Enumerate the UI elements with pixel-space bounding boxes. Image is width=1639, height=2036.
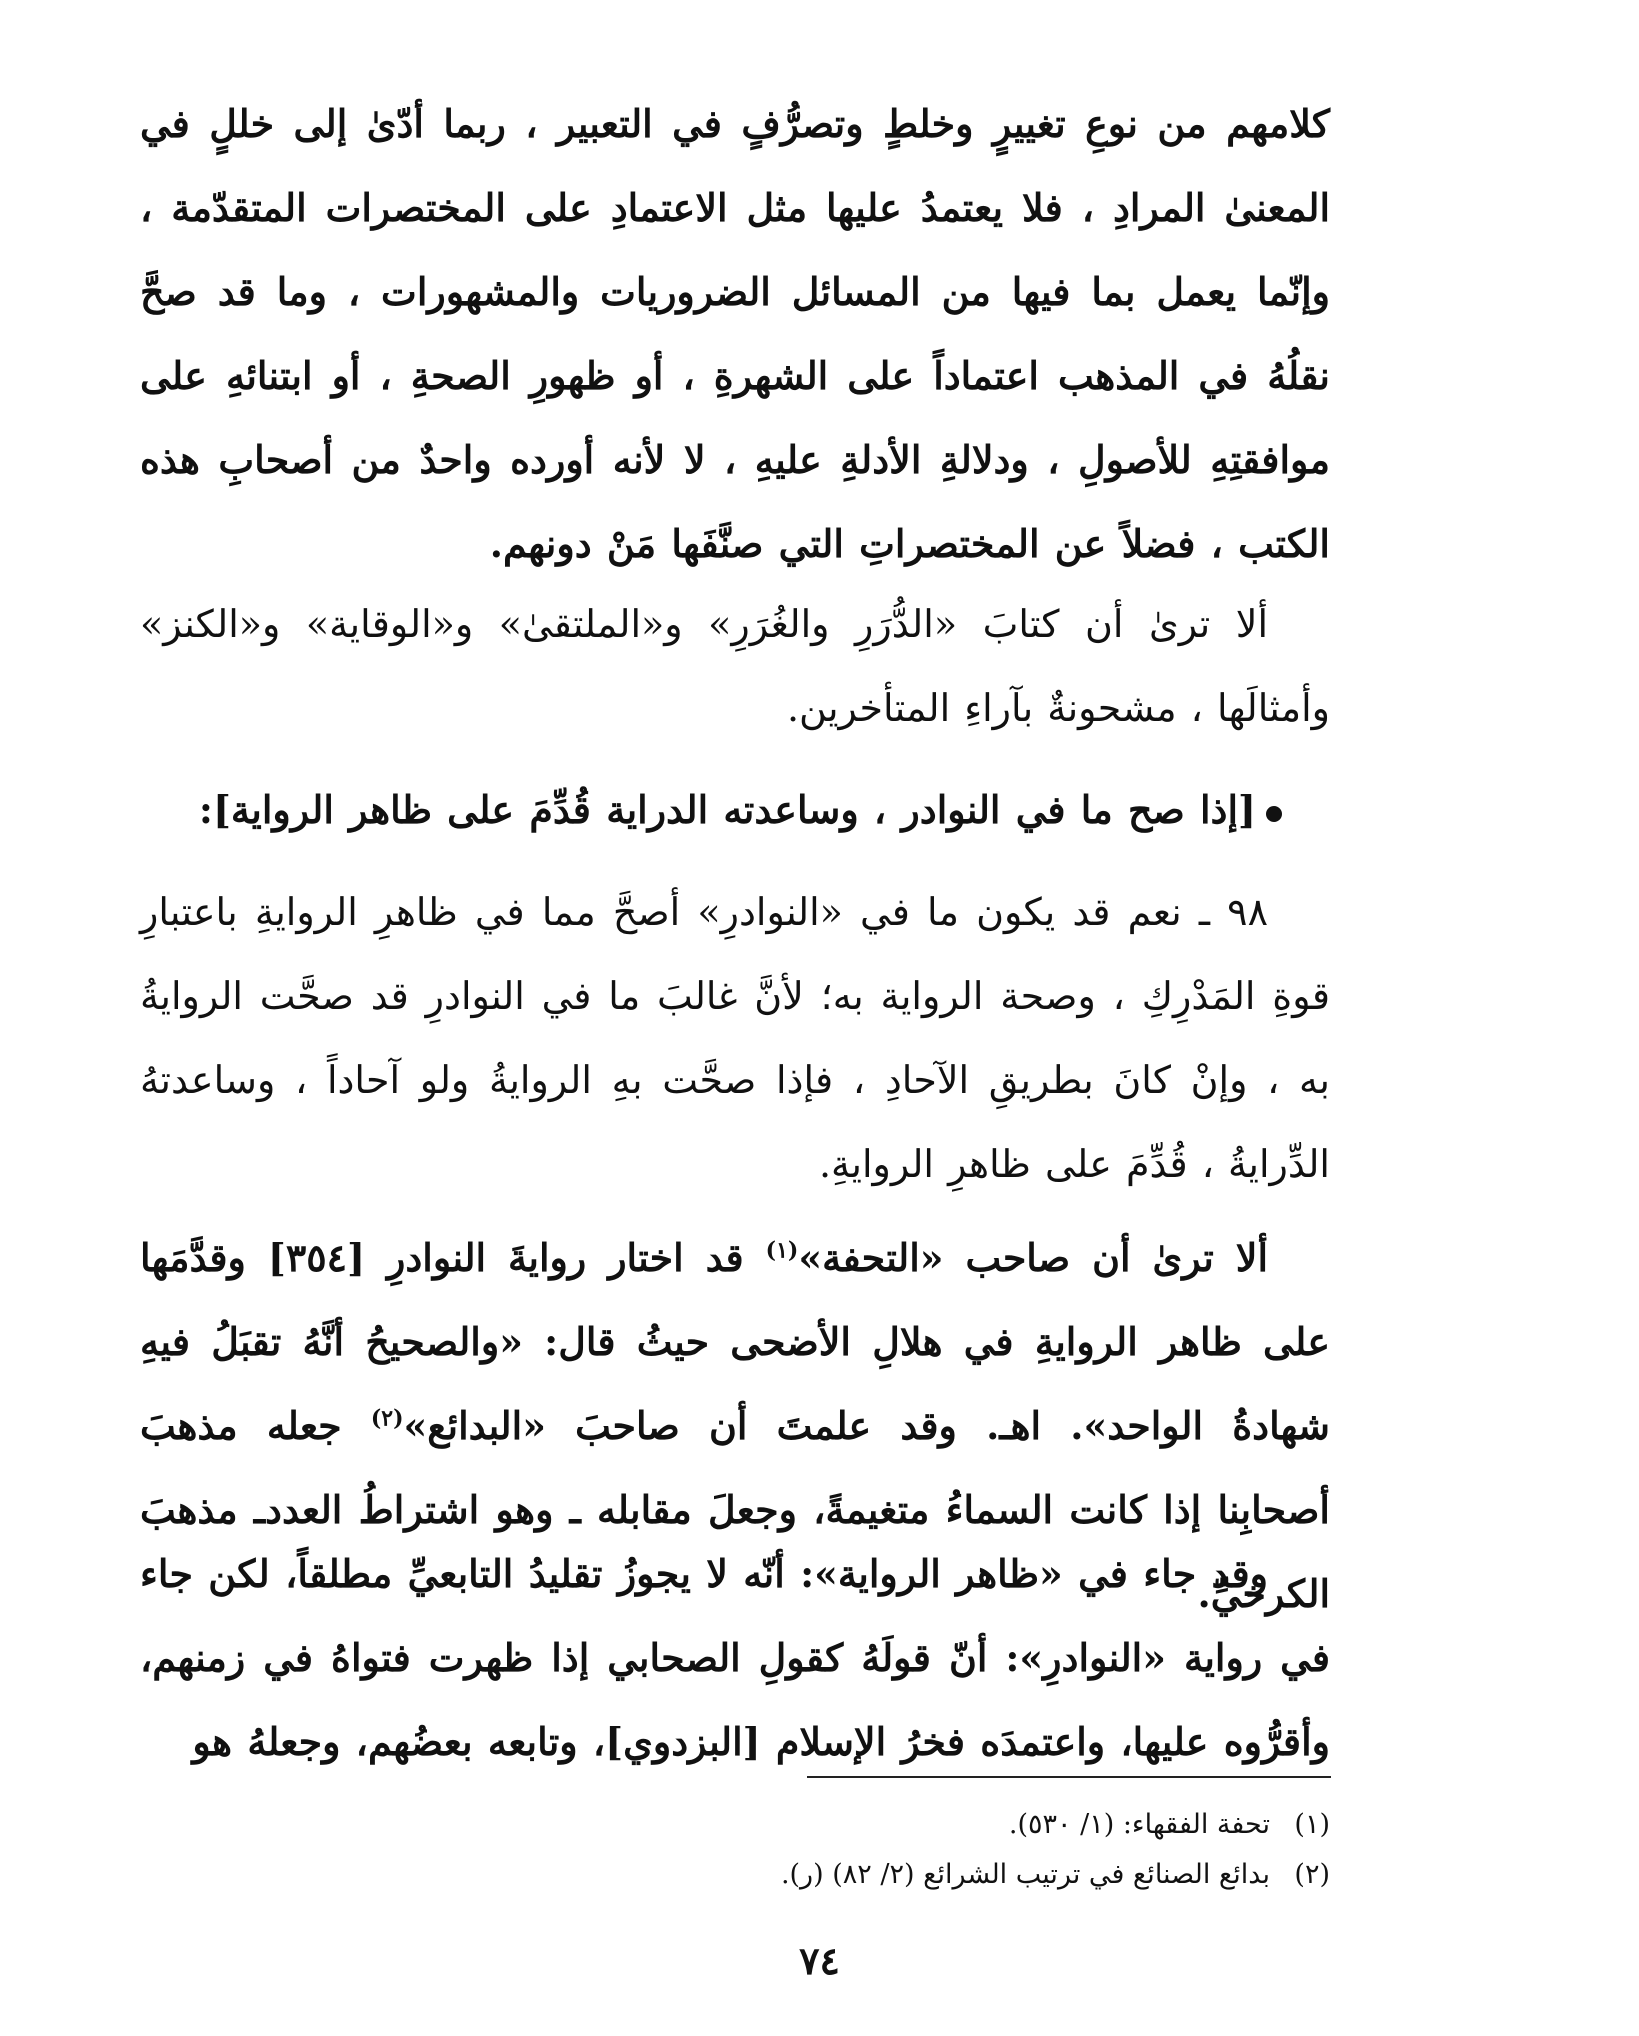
bullet-icon [1266, 806, 1282, 822]
paragraph-3: ٩٨ ـ نعم قد يكون ما في «النوادرِ» أصحَّ مما في ظاهرِ الروايةِ باعتبارِ قوةِ المَدْرِكِ ، وصحة الرواية به؛ لأنَّ غالبَ ما في النوادرِ قد صحَّت الروايةُ به ، وإنْ كانَ بطريقِ الآحادِ ، فإذا صحَّت بهِ الروايةُ ولو آحاداً ، وساعدتهُ الدِّرايةُ ، قُدِّمَ على ظاهرِ الروايةِ. [140, 890, 1330, 1186]
footnote-1-number: (١) [1294, 1809, 1330, 1840]
section-heading [140, 768, 1330, 852]
paragraph-4-part-c: جعله مذهبَ أصحابِنا إذا كانت السماءُ متغيمةً، وجعلَ مقابله ـ وهو اشتراطُ العددـ مذهبَ الكرخيِّ. [140, 1403, 1330, 1616]
footnote-1 [140, 1800, 1330, 1850]
paragraph-4-part-b: قد اختار روايةَ النوادرِ [٣٥٤] وقدَّمَها على ظاهر الروايةِ في هلالِ الأضحى حيثُ قال: «والصحيحُ أنَّهُ تقبَلُ فيهِ شهادةُ الواحد». اهـ. وقد علمتَ أن صاحبَ «البدائع» [140, 1235, 1330, 1448]
footnote-2-text: بدائع الصنائع في ترتيب الشرائع (٢/ ٨٢) (ر). [780, 1859, 1270, 1890]
paragraph-5: وقد جاء في «ظاهر الرواية»: أنّه لا يجوزُ تقليدُ التابعيِّ مطلقاً، لكن جاء في رواية «النوادرِ»: أنّ قولَهُ كقولِ الصحابي إذا ظهرت فتواهُ في زمنهم، وأقرُّوه عليها، واعتمدَه فخرُ الإسلام [البزدوي]، وتابعه بعضُهم، وجعلهُ هو [140, 1551, 1330, 1764]
footnote-divider [807, 1776, 1331, 1778]
footnotes [140, 1800, 1330, 1900]
footnote-2-number: (٢) [1294, 1859, 1330, 1890]
page-number: ٧٤ [799, 1938, 840, 1983]
paragraph-4-part-a: ألا ترىٰ أن صاحب «التحفة» [798, 1235, 1268, 1280]
footnote-ref-1: (١) [765, 1237, 799, 1264]
paragraph-2: ألا ترىٰ أن كتابَ «الدُّرَرِ والغُرَرِ» و«الملتقىٰ» و«الوقاية» و«الكنز» وأمثالَها ، مشحونةٌ بآراءِ المتأخرين. [140, 602, 1330, 730]
footnote-ref-2: (٢) [370, 1405, 404, 1432]
footnote-2 [140, 1850, 1330, 1900]
footnote-1-text: تحفة الفقهاء: (١/ ٥٣٠). [1008, 1809, 1270, 1840]
section-heading-text: [إذا صح ما في النوادر ، وساعدته الدراية قُدِّمَ على ظاهر الرواية]: [198, 787, 1256, 832]
paragraph-1: كلامهم من نوعِ تغييرٍ وخلطٍ وتصرُّفٍ في التعبير ، ربما أدّىٰ إلى خللٍ في المعنىٰ المرادِ ، فلا يعتمدُ عليها مثل الاعتمادِ على المختصرات المتقدّمة ، وإنّما يعمل بما فيها من المسائل الضروريات والمشهورات ، وما قد صحَّ نقلُهُ في المذهب اعتماداً على الشهرةِ ، أو ظهورِ الصحةِ ، أو ابتنائهِ على موافقتِهِ للأصولِ ، ودلالةِ الأدلةِ عليهِ ، لا لأنه أورده واحدٌ من أصحابِ هذه الكتب ، فضلاً عن المختصراتِ التي صنَّفَها مَنْ دونهم. [140, 101, 1330, 566]
